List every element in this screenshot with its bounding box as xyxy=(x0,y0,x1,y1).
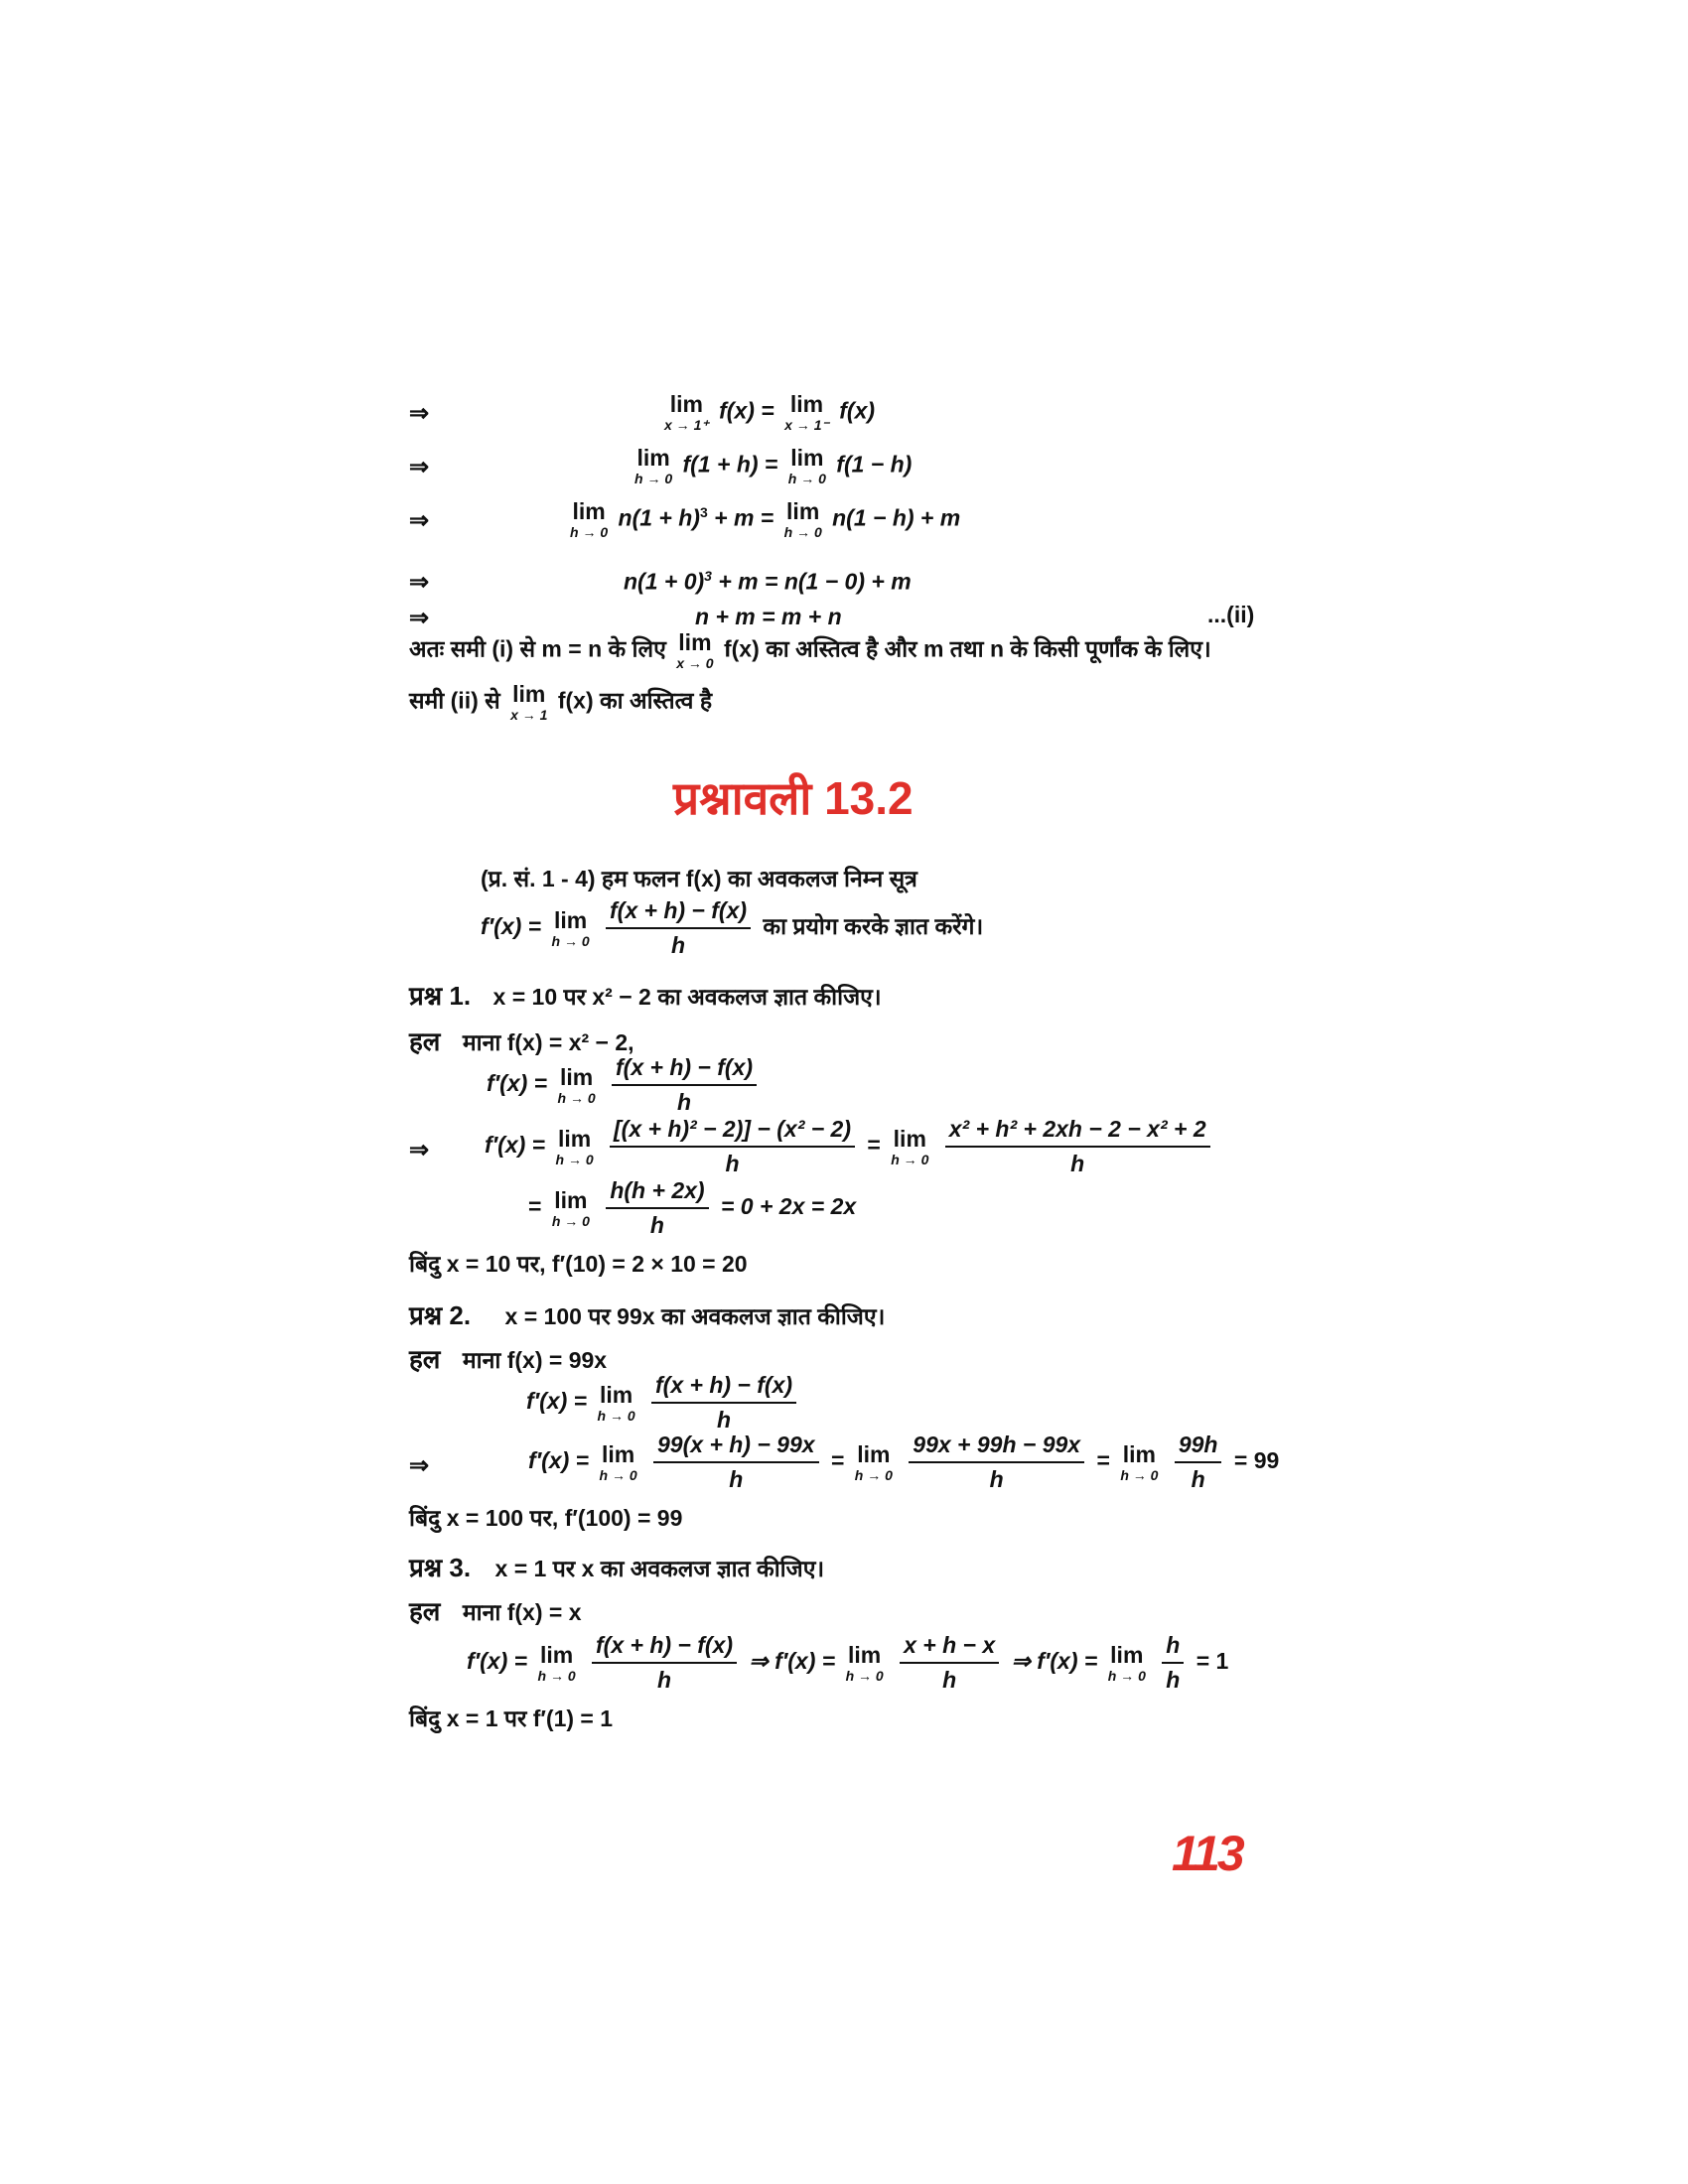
implies-symbol: ⇒ xyxy=(409,400,430,427)
numerator: 99x + 99h − 99x xyxy=(909,1432,1084,1463)
numerator: f(x + h) − f(x) xyxy=(592,1632,737,1664)
lim-word: lim xyxy=(601,1440,635,1467)
equals: = xyxy=(528,1193,542,1220)
equation-line-3 xyxy=(566,500,960,539)
conclusion-line-2 xyxy=(409,683,712,722)
expr: f′(x) = xyxy=(528,1447,590,1474)
expr: = 1 xyxy=(1196,1648,1229,1675)
fraction xyxy=(653,1432,819,1493)
fraction xyxy=(1162,1632,1184,1694)
denominator: h xyxy=(729,1466,744,1492)
q1-step-3 xyxy=(528,1177,856,1239)
q1-result: बिंदु x = 10 पर, f′(10) = 2 × 10 = 20 xyxy=(409,1251,748,1277)
numerator: 99(x + h) − 99x xyxy=(653,1432,819,1463)
lim-subscript: h → 0 xyxy=(854,1466,893,1483)
lim-word: lim xyxy=(893,1125,926,1152)
denominator: h xyxy=(656,1667,672,1693)
lim-subscript: h → 0 xyxy=(787,471,826,486)
implies-symbol: ⇒ xyxy=(409,454,430,480)
lim-subscript: h → 0 xyxy=(634,471,673,486)
numerator: [(x + h)² − 2)] − (x² − 2) xyxy=(610,1116,855,1148)
denominator: h xyxy=(670,932,686,958)
lim-word: lim xyxy=(572,498,606,524)
denominator: h xyxy=(676,1089,692,1115)
numerator: h(h + 2x) xyxy=(606,1177,708,1209)
fraction xyxy=(610,1116,855,1177)
fraction xyxy=(900,1632,999,1694)
equation-line-4 xyxy=(624,568,912,596)
lim-word: lim xyxy=(559,1063,594,1090)
question-label: प्रश्न 3. xyxy=(409,1553,472,1582)
question-text: x = 1 पर x का अवकलज ज्ञात कीजिए। xyxy=(494,1556,825,1581)
question-text: x = 100 पर 99x का अवकलज ज्ञात कीजिए। xyxy=(504,1303,886,1329)
lim-word: lim xyxy=(786,498,820,524)
lim-word: lim xyxy=(678,629,712,655)
lim-subscript: h → 0 xyxy=(537,1667,576,1684)
question-label: प्रश्न 1. xyxy=(409,981,472,1011)
solution-label: हल xyxy=(409,1344,441,1374)
lim-word: lim xyxy=(848,1641,882,1668)
question-3 xyxy=(409,1549,824,1584)
q3-result: बिंदु x = 1 पर f′(1) = 1 xyxy=(409,1706,614,1731)
lim-subscript: x → 0 xyxy=(676,655,714,671)
lim-word: lim xyxy=(1122,1440,1156,1467)
expr: f(1 + h) = xyxy=(682,451,778,478)
lim-word: lim xyxy=(857,1440,891,1467)
lim-word: lim xyxy=(790,445,824,471)
let-statement: माना f(x) = x² − 2, xyxy=(462,1029,634,1055)
denominator: h xyxy=(989,1466,1004,1492)
implies-symbol: ⇒ xyxy=(409,1452,430,1479)
implies-symbol: ⇒ xyxy=(409,569,430,596)
expr: f′(x) = xyxy=(467,1648,528,1675)
expr: f′(x) = xyxy=(485,1132,546,1159)
numerator: f(x + h) − f(x) xyxy=(612,1054,757,1086)
text: का प्रयोग करके ज्ञात करेंगे। xyxy=(763,913,984,940)
numerator: x² + h² + 2xh − 2 − x² + 2 xyxy=(945,1116,1210,1148)
equation-line-5: n + m = m + n xyxy=(695,604,842,629)
fraction xyxy=(945,1116,1210,1177)
implies-symbol: ⇒ xyxy=(409,1137,430,1163)
expr: f(x) = xyxy=(719,397,774,424)
lim-subscript: x → 1⁻ xyxy=(784,417,829,433)
expr: f′(x) = xyxy=(487,1070,548,1097)
numerator: 99h xyxy=(1175,1432,1222,1463)
expr: n(1 + h) xyxy=(618,504,700,531)
lim-word: lim xyxy=(557,1125,592,1152)
lim-subscript: x → 1 xyxy=(510,707,548,723)
lim-word: lim xyxy=(553,906,588,933)
denominator: h xyxy=(942,1667,957,1693)
lim-subscript: h → 0 xyxy=(570,524,609,540)
numerator: f(x + h) − f(x) xyxy=(606,897,751,929)
lim-subscript: h → 0 xyxy=(551,932,590,949)
q2-solution-intro xyxy=(409,1340,607,1376)
expr: n(1 − h) + m xyxy=(832,504,961,531)
intro-line: (प्र. सं. 1 - 4) हम फलन f(x) का अवकलज निम्न सूत्र xyxy=(481,866,917,891)
question-1 xyxy=(409,977,882,1013)
fraction xyxy=(1175,1432,1222,1493)
solution-label: हल xyxy=(409,1596,441,1626)
implies-symbol: ⇒ xyxy=(409,605,430,631)
text: समी (ii) से xyxy=(409,687,500,714)
intro-formula xyxy=(481,897,983,959)
denominator: h xyxy=(725,1151,740,1176)
lim-subscript: h → 0 xyxy=(845,1667,884,1684)
q2-step-1 xyxy=(526,1372,802,1433)
equals: = xyxy=(1096,1447,1110,1474)
implies-symbol: ⇒ xyxy=(409,507,430,534)
lim-subscript: h → 0 xyxy=(555,1151,594,1167)
fraction xyxy=(612,1054,757,1116)
expr: f(1 − h) xyxy=(836,451,913,478)
equals: = xyxy=(830,1447,845,1474)
q1-solution-intro xyxy=(409,1023,634,1058)
equation-line-2 xyxy=(631,447,912,485)
lim-word: lim xyxy=(554,1186,588,1213)
equals: = xyxy=(867,1132,881,1159)
expr: f′(x) = xyxy=(526,1388,588,1415)
numerator: f(x + h) − f(x) xyxy=(651,1372,796,1404)
question-2 xyxy=(409,1297,885,1332)
q2-result: बिंदु x = 100 पर, f′(100) = 99 xyxy=(409,1505,683,1531)
lim-word: lim xyxy=(599,1381,633,1408)
lim-subscript: h → 0 xyxy=(599,1466,637,1483)
lim-subscript: x → 1⁺ xyxy=(664,417,709,433)
denominator: h xyxy=(1166,1667,1181,1693)
question-label: प्रश्न 2. xyxy=(409,1300,472,1330)
fraction xyxy=(606,897,751,959)
question-text: x = 10 पर x² − 2 का अवकलज ज्ञात कीजिए। xyxy=(492,984,882,1010)
denominator: h xyxy=(1191,1466,1205,1492)
solution-label: हल xyxy=(409,1026,441,1056)
page-number: 113 xyxy=(1172,1826,1242,1881)
expr: = 99 xyxy=(1233,1447,1280,1474)
denominator: h xyxy=(649,1212,664,1238)
denominator: h xyxy=(716,1407,732,1433)
lim-subscript: h → 0 xyxy=(1107,1667,1146,1684)
equation-tag: ...(ii) xyxy=(1207,602,1255,627)
numerator: x + h − x xyxy=(900,1632,999,1664)
exponent: 3 xyxy=(704,568,712,584)
lim-subscript: h → 0 xyxy=(891,1151,929,1167)
lim-subscript: h → 0 xyxy=(551,1212,590,1229)
text: f(x) का अस्तित्व है xyxy=(557,687,713,714)
text: f(x) का अस्तित्व है और m तथा n के किसी पूर्णांक के लिए। xyxy=(723,635,1211,662)
expr: f(x) xyxy=(839,397,876,424)
lim-word: lim xyxy=(512,681,546,707)
lim-word: lim xyxy=(1110,1641,1144,1668)
q3-solution-intro xyxy=(409,1592,582,1628)
expr: + m = xyxy=(707,504,774,531)
fraction xyxy=(909,1432,1084,1493)
lim-word: lim xyxy=(669,391,703,417)
expr: f′(x) = xyxy=(481,913,542,940)
fraction xyxy=(592,1632,737,1694)
conclusion-line-1 xyxy=(409,631,1211,670)
expr: + m = n(1 − 0) + m xyxy=(711,568,912,595)
let-statement: माना f(x) = 99x xyxy=(462,1347,608,1373)
text: अतः समी (i) से m = n के लिए xyxy=(409,635,666,662)
let-statement: माना f(x) = x xyxy=(462,1599,582,1625)
equation-line-1 xyxy=(660,393,875,432)
fraction xyxy=(606,1177,708,1239)
lim-subscript: h → 0 xyxy=(597,1407,635,1424)
q2-step-2 xyxy=(528,1432,1279,1493)
q3-steps xyxy=(467,1632,1228,1694)
lim-word: lim xyxy=(636,445,670,471)
exponent: 3 xyxy=(699,503,708,520)
lim-subscript: h → 0 xyxy=(783,524,822,540)
q1-step-2 xyxy=(485,1116,1216,1177)
expr: ⇒ f′(x) = xyxy=(749,1648,836,1675)
lim-word: lim xyxy=(539,1641,574,1668)
lim-word: lim xyxy=(789,391,824,417)
lim-subscript: h → 0 xyxy=(557,1089,596,1106)
expr: n(1 + 0) xyxy=(624,568,705,595)
denominator: h xyxy=(1070,1151,1085,1176)
fraction xyxy=(651,1372,796,1433)
numerator: h xyxy=(1162,1632,1184,1664)
expr: = 0 + 2x = 2x xyxy=(720,1193,857,1220)
lim-subscript: h → 0 xyxy=(1120,1466,1159,1483)
q1-step-1 xyxy=(487,1054,763,1116)
exercise-heading: प्रश्नावली 13.2 xyxy=(673,772,914,824)
expr: ⇒ f′(x) = xyxy=(1011,1648,1098,1675)
